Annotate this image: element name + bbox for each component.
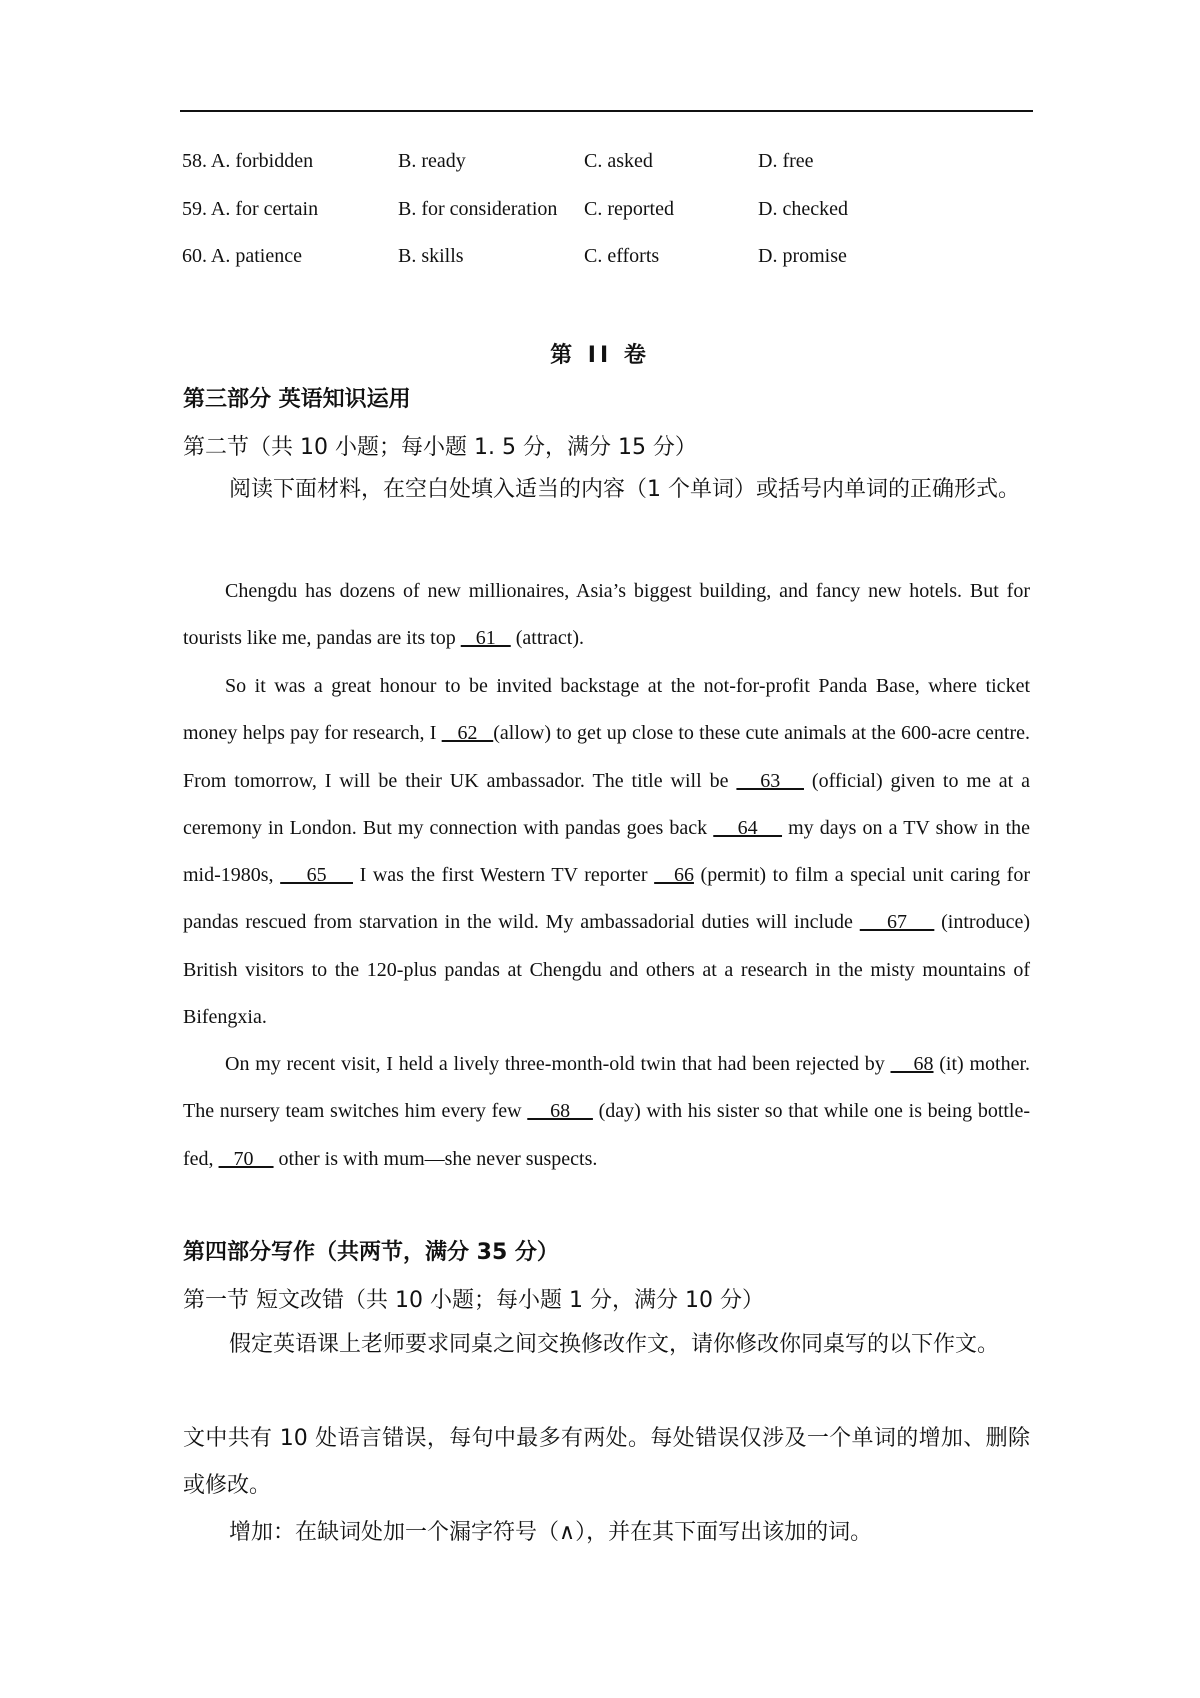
part3-instruction: 阅读下面材料，在空白处填入适当的内容（1 个单词）或括号内单词的正确形式。: [229, 477, 1020, 502]
blank-70: 70: [218, 1147, 274, 1170]
part4-section: [183, 1283, 1030, 1314]
part3-title: [183, 382, 1030, 413]
part4-instruction-1: 假定英语课上老师要求同桌之间交换修改作文，请你修改你同桌写的以下作文。: [229, 1332, 1000, 1357]
passage-text: (introduce) British visitors to the 120-plus pandas at Chengdu and others at a research in the misty mountains of Bifengxia.: [183, 911, 1030, 1029]
passage-text: other is with mum—she never suspects.: [273, 1147, 598, 1170]
blank-66: 66: [654, 864, 694, 887]
passage-paragraph-1: [183, 568, 1030, 663]
passage-text: (attract).: [510, 627, 585, 650]
passage-text: (day) with his sister so that while one is being bottle-fed,: [183, 1100, 1031, 1170]
blank-68b: 68: [527, 1100, 593, 1123]
part3-section: [183, 430, 1030, 461]
option-a: 59. A. for certain: [182, 197, 319, 220]
blank-62: 62: [441, 722, 494, 745]
part4-section-text: 第一节 短文改错（共 10 小题；每小题 1 分，满分 10 分）: [183, 1288, 764, 1313]
passage-text: (allow) to get up close to these cute animals at the 600-acre centre. From tomorrow, I will be their UK ambassador. The title will be: [183, 722, 1031, 792]
volume-title: 第 II 卷: [550, 343, 650, 368]
blank-64: 64: [713, 816, 783, 839]
option-a: 58. A. forbidden: [182, 150, 314, 172]
passage-text: (permit) to film a special unit caring for pandas rescued from starvation in the wild. My ambassadorial duties will include: [183, 864, 1031, 934]
part3-section-text: 第二节（共 10 小题；每小题 1. 5 分，满分 15 分）: [183, 435, 697, 460]
option-d: D. checked: [758, 197, 848, 220]
option-b: B. for consideration: [398, 197, 558, 220]
header-rule: [180, 110, 1033, 112]
part4-instruction-2: 文中共有 10 处语言错误，每句中最多有两处。每处错误仅涉及一个单词的增加、删除或修改。: [183, 1426, 1030, 1498]
passage-text: I was the first Western TV reporter: [353, 864, 655, 887]
passage-text: (it) mother. The nursery team switches him every few: [183, 1053, 1030, 1123]
option-c: C. asked: [584, 150, 653, 172]
passage-text: Chengdu has dozens of new millionaires, Asia’s biggest building, and fancy new hotels. But for tourists like me, pandas are its top: [183, 580, 1030, 650]
passage-text: On my recent visit, I held a lively three-month-old twin that had been rejected by: [225, 1053, 891, 1075]
blank-63: 63: [736, 769, 804, 792]
blank-67: 67: [859, 911, 935, 934]
option-d: D. free: [758, 150, 814, 172]
blank-68a: 68: [890, 1053, 934, 1075]
blank-65: 65: [280, 864, 353, 887]
option-d: D. promise: [758, 245, 847, 267]
passage-text: my days on a TV show in the mid-1980s,: [183, 816, 1031, 887]
passage-text: So it was a great honour to be invited backstage at the not-for-profit Panda Base, where ticket money helps pay for research, I: [183, 675, 1030, 745]
part4-instruction-3: 增加：在缺词处加一个漏字符号（∧），并在其下面写出该加的词。: [229, 1520, 873, 1545]
passage-text: (official) given to me at a ceremony in London. But my connection with pandas goes back: [183, 769, 1030, 839]
part4-title-text: 第四部分写作（共两节，满分 35 分）: [183, 1240, 559, 1265]
part4-title: [183, 1235, 1030, 1266]
part3-title-text: 第三部分 英语知识运用: [183, 387, 411, 412]
option-c: C. reported: [584, 197, 674, 220]
option-a: 60. A. patience: [182, 245, 302, 267]
option-b: B. ready: [398, 150, 466, 172]
blank-61: 61: [460, 627, 511, 650]
passage-paragraph-3: [183, 1041, 1030, 1183]
option-c: C. efforts: [584, 245, 660, 267]
passage-paragraph-2: [183, 663, 1030, 1041]
option-b: B. skills: [398, 245, 464, 267]
